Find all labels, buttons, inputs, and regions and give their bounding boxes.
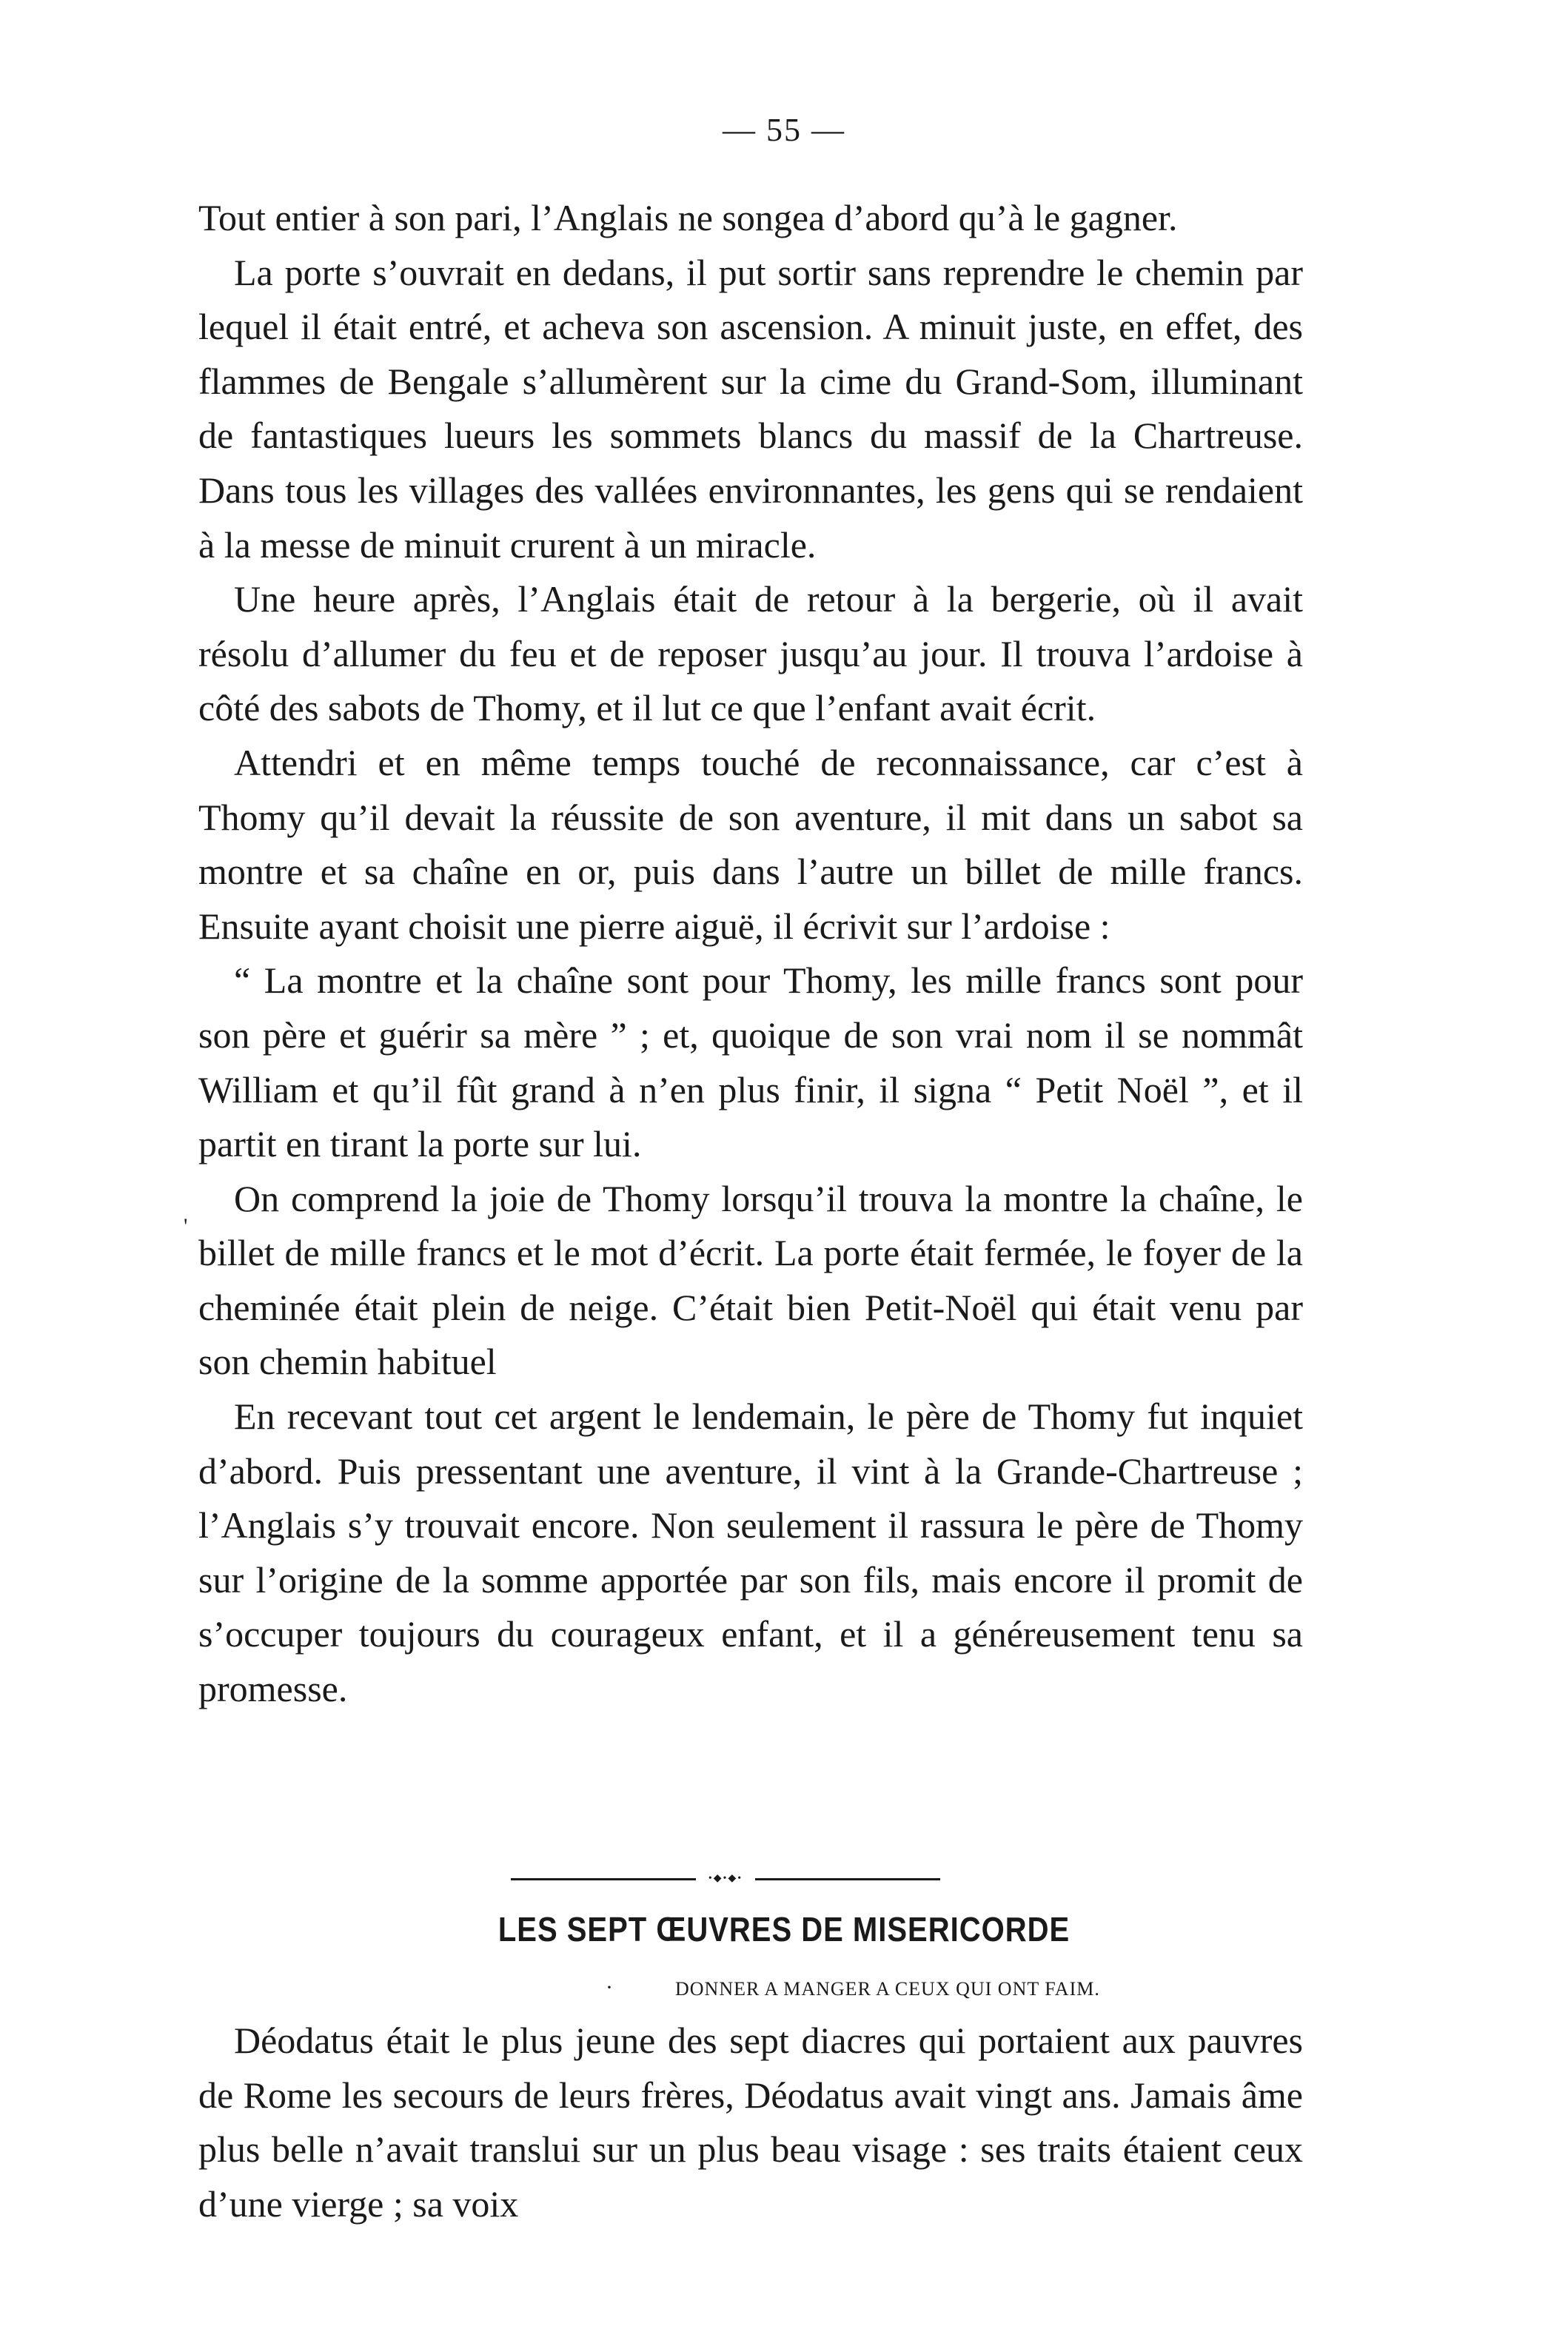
story-text: [198, 191, 1303, 1717]
section-text: [198, 2014, 1303, 2231]
section-title: LES SEPT ŒUVRES DE MISERICORDE: [497, 1911, 1071, 1949]
paragraph: En recevant tout cet argent le lendemain, le père de Thomy fut inquiet d’abord. Puis pressentant une aventure, il vint à la Grande-Chartreuse ; l’Anglais s’y trouvait encore. Non seulement il rassura le père de Thomy sur l’origine de la somme apportée par son fils, mais encore il promit de s’occuper toujours du courageux enfant, et il a généreusement tenu sa promesse.: [198, 1395, 1303, 1710]
paragraph: On comprend la joie de Thomy lorsqu’il trouva la montre la chaîne, le billet de mille francs et le mot d’écrit. La porte était fermée, le foyer de la cheminée était plein de neige. C’était bien Petit-Noël qui était venu par son chemin habituel: [198, 1177, 1303, 1383]
separator-line-left: [511, 1878, 696, 1880]
paragraph: “ La montre et la chaîne sont pour Thomy, les mille francs sont pour son père et guérir sa mère ” ; et, quoique de son vrai nom il se nommât William et qu’il fût grand à n’en plus finir, il signa “ Petit Noël ”, et il partit en tirant la porte sur lui.: [198, 959, 1303, 1165]
page-number: — 55 —: [723, 112, 845, 148]
section-subtitle: DONNER A MANGER A CEUX QUI ONT FAIM.: [675, 1978, 1100, 2000]
subtitle-dot: ·: [606, 1975, 613, 2000]
separator-ornament: •◆•◆•: [708, 1873, 743, 1884]
paragraph: Attendri et en même temps touché de reconnaissance, car c’est à Thomy qu’il devait la réussite de son aventure, il mit dans un sabot sa montre et sa chaîne en or, puis dans l’autre un billet de mille francs. Ensuite ayant choisit une pierre aiguë, il écrivit sur l’ardoise :: [198, 741, 1303, 947]
paragraph: Déodatus était le plus jeune des sept diacres qui portaient aux pauvres de Rome les secours de leurs frères, Déodatus avait vingt ans. Jamais âme plus belle n’avait translui sur un plus beau visage : ses traits étaient ceux d’une vierge ; sa voix: [198, 2020, 1303, 2225]
paragraph: Une heure après, l’Anglais était de retour à la bergerie, où il avait résolu d’allumer du feu et de reposer jusqu’au jour. Il trouva l’ardoise à côté des sabots de Thomy, et il lut ce que l’enfant avait écrit.: [198, 578, 1303, 729]
section-separator: [511, 1874, 940, 1883]
separator-line-right: [755, 1878, 940, 1880]
margin-mark: ': [184, 1214, 188, 1239]
paragraph: La porte s’ouvrait en dedans, il put sortir sans reprendre le chemin par lequel il était entré, et acheva son ascension. A minuit juste, en effet, des flammes de Bengale s’allumèrent sur la cime du Grand-Som, illuminant de fantastiques lueurs les sommets blancs du massif de la Chartreuse. Dans tous les villages des vallées environnantes, les gens qui se rendaient à la messe de minuit crurent à un miracle.: [198, 251, 1303, 566]
paragraph: Tout entier à son pari, l’Anglais ne songea d’abord qu’à le gagner.: [198, 197, 1178, 238]
